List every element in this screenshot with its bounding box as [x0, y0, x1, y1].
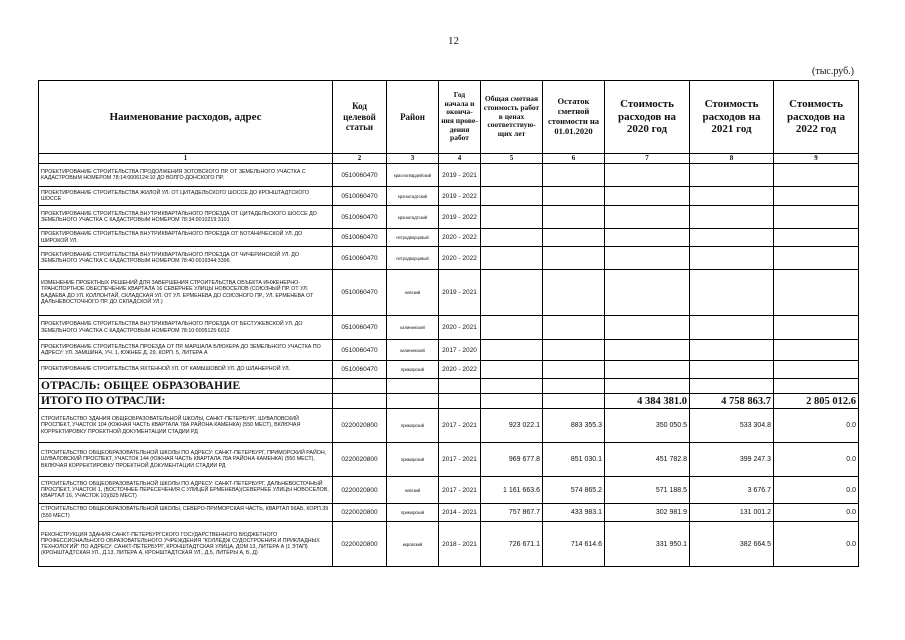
total-row: [39, 394, 859, 409]
row-code: 0220020800: [333, 504, 387, 522]
row-name: ПРОЕКТИРОВАНИЕ СТРОИТЕЛЬСТВА ВНУТРИКВАРТАЛЬНОГО ПРОЕЗДА ОТ БЕСТУЖЕВСКОЙ УЛ. ДО ЗЕМЕЛЬНОГО УЧАСТКА С КАДАСТРОВЫМ НОМЕРОМ 78:10:0005125:6012: [39, 316, 333, 340]
header-row: [39, 81, 859, 154]
row-cost-2021: 399 247.3: [690, 443, 774, 477]
row-empty-cell: [543, 270, 605, 316]
table-row: [39, 187, 859, 206]
row-empty-cell: [605, 206, 690, 229]
row-remaining: 433 983.1: [543, 504, 605, 522]
row-years: 2017 - 2020: [439, 340, 481, 361]
row-district: невский: [387, 270, 439, 316]
row-empty-cell: [690, 164, 774, 187]
row-name: ПРОЕКТИРОВАНИЕ СТРОИТЕЛЬСТВА ЯХТЕННОЙ УЛ. ОТ КАМЫШОВОЙ УЛ. ДО ШЛАНЕРНОЙ УЛ.: [39, 361, 333, 379]
row-empty-cell: [543, 361, 605, 379]
table-row: [39, 504, 859, 522]
row-empty-cell: [774, 247, 859, 270]
row-empty-cell: [605, 247, 690, 270]
row-empty-cell: [543, 229, 605, 247]
row-years: 2014 - 2021: [439, 504, 481, 522]
row-empty-cell: [481, 316, 543, 340]
row-name: РЕКОНСТРУКЦИЯ ЗДАНИЯ САНКТ-ПЕТЕРБУРГСКОГО ГОСУДАРСТВЕННОГО БЮДЖЕТНОГО ПРОФЕССИОНАЛЬНОГО ОБРАЗОВАТЕЛЬНОГО УЧРЕЖДЕНИЯ "КОЛЛЕДЖ СУДОСТРОЕНИЯ И ПРИКЛАДНЫХ ТЕХНОЛОГИЙ" ПО АДРЕСУ: САНКТ-ПЕТЕРБУРГ, КРОНШТАДТСКАЯ УЛИЦА, ДОМ 13, ЛИТЕРА А (1 ЭТАП) (КРОНШТАДТСКАЯ УЛ., Д.13, ЛИТЕРА А, КРОНШТАДТСКАЯ УЛ., Д.5, ЛИТЕРЫ А, Б, Д): [39, 522, 333, 567]
expense-table: [38, 80, 859, 567]
row-empty-cell: [543, 164, 605, 187]
row-cost-2022: 0.0: [774, 504, 859, 522]
row-total-cost: 726 671.1: [481, 522, 543, 567]
row-cost-2021: 382 664.5: [690, 522, 774, 567]
row-empty-cell: [605, 340, 690, 361]
row-empty-cell: [481, 187, 543, 206]
row-name: СТРОИТЕЛЬСТВО ОБЩЕОБРАЗОВАТЕЛЬНОЙ ШКОЛЫ ПО АДРЕСУ: САНКТ-ПЕТЕРБУРГ, ДАЛЬНЕВОСТОЧНЫЙ ПРОСПЕКТ, УЧАСТОК 1, (ВОСТОЧНЕЕ ПЕРЕСЕЧЕНИЯ С УЛИЦЕЙ ЕРМЕНЕВА)(СЕВЕРНЕЕ УЛИЦЫ НОВОСЕЛОВ, КВАРТАЛ 16, УЧАСТОК 10)(825 МЕСТ): [39, 477, 333, 504]
row-empty-cell: [774, 206, 859, 229]
row-empty-cell: [690, 340, 774, 361]
row-code: 0220020800: [333, 522, 387, 567]
header-years: Год начала и оконча-ния прове-дения работ: [439, 81, 481, 154]
table-row: [39, 443, 859, 477]
row-empty-cell: [481, 270, 543, 316]
table-row: [39, 477, 859, 504]
row-district: кронштадтский: [387, 206, 439, 229]
row-code: 0220020800: [333, 409, 387, 443]
row-district: калининский: [387, 340, 439, 361]
row-years: 2020 - 2022: [439, 247, 481, 270]
row-empty-cell: [690, 316, 774, 340]
row-district: приморский: [387, 504, 439, 522]
row-cost-2020: 451 782.8: [605, 443, 690, 477]
row-empty-cell: [605, 270, 690, 316]
row-empty-cell: [774, 361, 859, 379]
row-cost-2020: 571 188.5: [605, 477, 690, 504]
row-empty-cell: [774, 340, 859, 361]
row-years: 2017 - 2021: [439, 409, 481, 443]
row-empty-cell: [690, 229, 774, 247]
table-row: [39, 522, 859, 567]
row-remaining: 714 614.6: [543, 522, 605, 567]
row-years: 2017 - 2021: [439, 477, 481, 504]
row-empty-cell: [543, 316, 605, 340]
header-cost-2021: Стоимость расходов на 2021 год: [690, 81, 774, 154]
col-number: 5: [481, 154, 543, 164]
row-code: 0510060470: [333, 361, 387, 379]
column-number-row: [39, 154, 859, 164]
table-row: [39, 206, 859, 229]
col-number: 3: [387, 154, 439, 164]
row-empty-cell: [690, 247, 774, 270]
row-total-cost: 969 677.8: [481, 443, 543, 477]
row-district: невский: [387, 477, 439, 504]
row-cost-2020: 331 950.1: [605, 522, 690, 567]
row-years: 2018 - 2021: [439, 522, 481, 567]
total-cost-2021: 4 758 863.7: [690, 394, 774, 409]
row-years: 2020 - 2022: [439, 361, 481, 379]
row-district: калининский: [387, 316, 439, 340]
col-number: 1: [39, 154, 333, 164]
total-cost-2022: 2 805 012.6: [774, 394, 859, 409]
row-district: красногвардейский: [387, 164, 439, 187]
row-cost-2020: 302 981.9: [605, 504, 690, 522]
row-name: ПРОЕКТИРОВАНИЕ СТРОИТЕЛЬСТВА ПРОДОЛЖЕНИЯ ЗОТОВСКОГО ПР. ОТ ЗЕМЕЛЬНОГО УЧАСТКА С КАДАСТРОВЫМ НОМЕРОМ 78:14:0006124:10 ДО ВОЛГО-ДОНСКОГО ПР.: [39, 164, 333, 187]
unit-label: (тыс.руб.): [812, 66, 855, 77]
row-code: 0510060470: [333, 206, 387, 229]
row-years: 2019 - 2021: [439, 164, 481, 187]
row-years: 2020 - 2022: [439, 229, 481, 247]
row-remaining: 883 355.3: [543, 409, 605, 443]
row-name: ИЗМЕНЕНИЕ ПРОЕКТНЫХ РЕШЕНИЙ ДЛЯ ЗАВЕРШЕНИЯ СТРОИТЕЛЬСТВА ОБЪЕКТА ИНЖЕНЕРНО-ТРАНСПОРТНОЕ ОБЕСПЕЧЕНИЕ КВАРТАЛА 16 СЕВЕРНЕЕ УЛИЦЫ НОВОСЕЛОВ (СОЮЗНЫЙ ПР. ОТ УЛ. БАДАЕВА ДО УЛ. КОЛЛОНТАЙ, СКЛАДСКАЯ УЛ. ОТ УЛ. ЕРМЕНЕВА ДО СОЮЗНОГО ПР., УЛ. ЕРМЕНЕВА ОТ ДАЛЬНЕВОСТОЧНОГО ПР. ДО СКЛАДСКОЙ УЛ.): [39, 270, 333, 316]
row-code: 0510060470: [333, 187, 387, 206]
row-empty-cell: [774, 270, 859, 316]
row-years: 2020 - 2021: [439, 316, 481, 340]
col-number: 8: [690, 154, 774, 164]
row-remaining: 574 865.2: [543, 477, 605, 504]
row-code: 0510060470: [333, 229, 387, 247]
row-empty-cell: [774, 164, 859, 187]
row-name: ПРОЕКТИРОВАНИЕ СТРОИТЕЛЬСТВА ЖИЛОЙ УЛ. ОТ ЦИТАДЕЛЬСКОГО ШОССЕ ДО КРОНШТАДТСКОГО ШОССЕ: [39, 187, 333, 206]
col-number: 2: [333, 154, 387, 164]
total-title: ИТОГО ПО ОТРАСЛИ:: [39, 394, 333, 409]
section-title: ОТРАСЛЬ: ОБЩЕЕ ОБРАЗОВАНИЕ: [39, 379, 333, 394]
row-name: СТРОИТЕЛЬСТВО ОБЩЕОБРАЗОВАТЕЛЬНОЙ ШКОЛЫ ПО АДРЕСУ: САНКТ-ПЕТЕРБУРГ, ПРИМОРСКИЙ РАЙОН, ШУВАЛОВСКИЙ ПРОСПЕКТ, УЧАСТОК 144 (ЮЖНАЯ ЧАСТЬ КВАРТАЛА 78А РАЙОНА КАМЕНКА) (550 МЕСТ), ВКЛЮЧАЯ КОРРЕКТИРОВКУ ПРОЕКТНОЙ ДОКУМЕНТАЦИИ СТАДИИ РД: [39, 443, 333, 477]
row-empty-cell: [605, 316, 690, 340]
row-code: 0510060470: [333, 164, 387, 187]
row-district: приморский: [387, 409, 439, 443]
row-years: 2019 - 2022: [439, 187, 481, 206]
row-total-cost: 757 867.7: [481, 504, 543, 522]
total-cost-2020: 4 384 381.0: [605, 394, 690, 409]
row-empty-cell: [543, 187, 605, 206]
header-district: Район: [387, 81, 439, 154]
row-empty-cell: [543, 247, 605, 270]
row-code: 0220020800: [333, 477, 387, 504]
row-district: приморский: [387, 443, 439, 477]
table-row: [39, 229, 859, 247]
table-row: [39, 340, 859, 361]
table-row: [39, 316, 859, 340]
row-name: ПРОЕКТИРОВАНИЕ СТРОИТЕЛЬСТВА ВНУТРИКВАРТАЛЬНОГО ПРОЕЗДА ОТ ЦИТАДЕЛЬСКОГО ШОССЕ ДО ЗЕМЕЛЬНОГО УЧАСТКА С КАДАСТРОВЫМ НОМЕРОМ 78:34:0010219:3101: [39, 206, 333, 229]
row-empty-cell: [605, 361, 690, 379]
col-number: 7: [605, 154, 690, 164]
row-empty-cell: [605, 164, 690, 187]
header-remaining: Остаток сметной стоимости на 01.01.2020: [543, 81, 605, 154]
row-district: петродворцовый: [387, 229, 439, 247]
row-code: 0510060470: [333, 340, 387, 361]
row-empty-cell: [690, 206, 774, 229]
row-empty-cell: [481, 247, 543, 270]
row-district: приморский: [387, 361, 439, 379]
row-empty-cell: [481, 361, 543, 379]
header-name: Наименование расходов, адрес: [39, 81, 333, 154]
row-cost-2022: 0.0: [774, 443, 859, 477]
table-row: [39, 409, 859, 443]
row-empty-cell: [690, 361, 774, 379]
row-cost-2021: 131 001.2: [690, 504, 774, 522]
col-number: 6: [543, 154, 605, 164]
row-empty-cell: [605, 229, 690, 247]
row-total-cost: 923 022.1: [481, 409, 543, 443]
col-number: 4: [439, 154, 481, 164]
page-number: 12: [448, 35, 459, 47]
row-name: ПРОЕКТИРОВАНИЕ СТРОИТЕЛЬСТВА ВНУТРИКВАРТАЛЬНОГО ПРОЕЗДА ОТ ЧИЧЕРИНСКОЙ УЛ. ДО ЗЕМЕЛЬНОГО УЧАСТКА С КАДАСТРОВЫМ НОМЕРОМ 78:40:0019344:3396: [39, 247, 333, 270]
row-code: 0510060470: [333, 270, 387, 316]
row-years: 2019 - 2021: [439, 270, 481, 316]
row-empty-cell: [774, 229, 859, 247]
table-row: [39, 247, 859, 270]
col-number: 9: [774, 154, 859, 164]
row-total-cost: 1 161 663.6: [481, 477, 543, 504]
table-row: [39, 361, 859, 379]
row-name: ПРОЕКТИРОВАНИЕ СТРОИТЕЛЬСТВА ПРОЕЗДА ОТ ПР. МАРШАЛА БЛЮХЕРА ДО ЗЕМЕЛЬНОГО УЧАСТКА ПО АДРЕСУ: УЛ. ЗАМШИНА, УЧ. 1, ЮЖНЕЕ Д. 29, КОРП. 5, ЛИТЕРА А: [39, 340, 333, 361]
table-row: [39, 270, 859, 316]
section-row: [39, 379, 859, 394]
row-district: петродворцовый: [387, 247, 439, 270]
row-years: 2019 - 2022: [439, 206, 481, 229]
row-name: ПРОЕКТИРОВАНИЕ СТРОИТЕЛЬСТВА ВНУТРИКВАРТАЛЬНОГО ПРОЕЗДА ОТ БОТАНИЧЕСКОЙ УЛ. ДО ШИРОКОЙ УЛ.: [39, 229, 333, 247]
row-empty-cell: [481, 340, 543, 361]
row-name: СТРОИТЕЛЬСТВО ЗДАНИЯ ОБЩЕОБРАЗОВАТЕЛЬНОЙ ШКОЛЫ, САНКТ-ПЕТЕРБУРГ, ШУВАЛОВСКИЙ ПРОСПЕКТ, УЧАСТОК 104 (ЮЖНАЯ ЧАСТЬ КВАРТАЛА 78А РАЙОНА КАМЕНКА) (550 МЕСТ), ВКЛЮЧАЯ КОРРЕКТИРОВКУ ПРОЕКТНОЙ ДОКУМЕНТАЦИИ СТАДИИ РД: [39, 409, 333, 443]
header-total-cost: Общая сметная стоимость работ в ценах соответствую-щих лет: [481, 81, 543, 154]
row-code: 0510060470: [333, 316, 387, 340]
row-cost-2022: 0.0: [774, 477, 859, 504]
row-empty-cell: [774, 187, 859, 206]
row-name: СТРОИТЕЛЬСТВО ОБЩЕОБРАЗОВАТЕЛЬНОЙ ШКОЛЫ, СЕВЕРО-ПРИМОРСКАЯ ЧАСТЬ, КВАРТАЛ 56АБ, КОРП.39 (550 МЕСТ): [39, 504, 333, 522]
header-cost-2020: Стоимость расходов на 2020 год: [605, 81, 690, 154]
row-years: 2017 - 2021: [439, 443, 481, 477]
row-code: 0220020800: [333, 443, 387, 477]
row-district: кировский: [387, 522, 439, 567]
row-empty-cell: [605, 187, 690, 206]
row-cost-2020: 350 050.5: [605, 409, 690, 443]
row-empty-cell: [481, 229, 543, 247]
row-cost-2022: 0.0: [774, 522, 859, 567]
row-empty-cell: [543, 206, 605, 229]
row-cost-2021: 3 676.7: [690, 477, 774, 504]
row-empty-cell: [690, 270, 774, 316]
row-code: 0510060470: [333, 247, 387, 270]
row-empty-cell: [543, 340, 605, 361]
row-empty-cell: [481, 206, 543, 229]
header-cost-2022: Стоимость расходов на 2022 год: [774, 81, 859, 154]
row-district: кронштадтский: [387, 187, 439, 206]
row-remaining: 851 030.1: [543, 443, 605, 477]
row-empty-cell: [774, 316, 859, 340]
row-cost-2021: 533 304.8: [690, 409, 774, 443]
row-cost-2022: 0.0: [774, 409, 859, 443]
header-code: Код целевой статьи: [333, 81, 387, 154]
table-row: [39, 164, 859, 187]
row-empty-cell: [481, 164, 543, 187]
row-empty-cell: [690, 187, 774, 206]
